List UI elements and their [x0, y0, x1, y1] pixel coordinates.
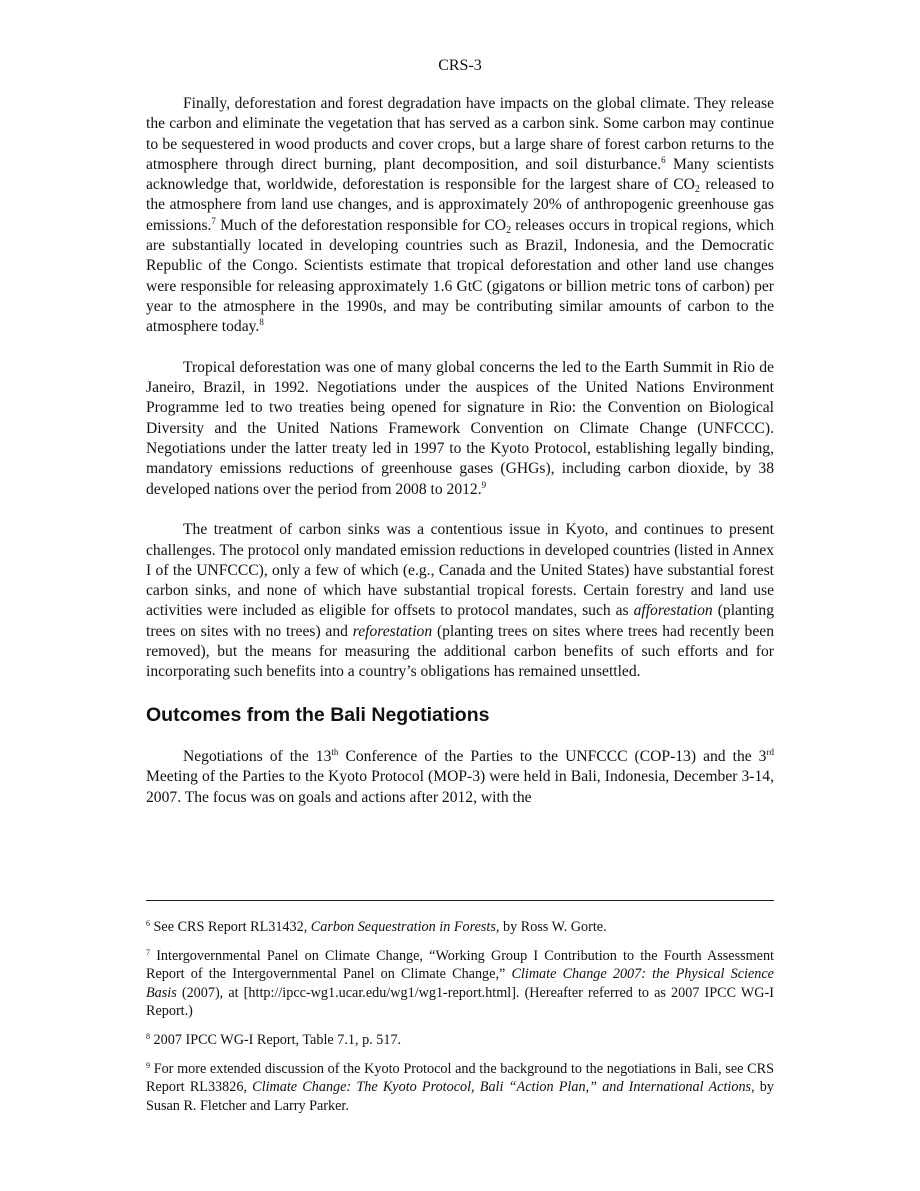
paragraph-deforestation-climate: Finally, deforestation and forest degradation have impacts on the global climate. They release the carbon and eliminate the vegetation that has served as a carbon sink. Some carbon may continue to be sequestered in wood products and cover crops, but a large share of forest carbon returns to the atmosphere through direct burning, plant decomposition, and soil disturbance.$^6$ Many scientists acknowledge that, worldwide, deforestation is responsible for the largest share of $CO_2$ released to the atmosphere from land use changes, and is approximately 20% of anthropogenic greenhouse gas emissions.$^7$ Much of the deforestation responsible for $CO_2$ releases occurs in tropical regions, which are substantially located in developing countries such as Brazil, Indonesia, and the Democratic Republic of the Congo. Scientists estimate that tropical deforestation and other land use changes were responsible for releasing approximately 1.6 GtC (gigatons or billion metric tons of carbon) per year to the atmosphere in the 1990s, and may be contributing similar amounts of carbon to the atmosphere today.$^8$ — [146, 95, 775, 336]
ordinal-suffix: rd — [766, 746, 774, 757]
paragraph-earth-summit: Tropical deforestation was one of many global concerns the led to the Earth Summit in Rio de Janeiro, Brazil, in 1992. Negotiations under the auspices of the United Nations Environment Programme led to two treaties being opened for signature in Rio: the Convention on Biological Diversity and the United Nations Framework Convention on Climate Change (UNFCCC). Negotiations under the latter treaty led in 1997 to the Kyoto Protocol, establishing legally binding, mandatory emissions reductions of greenhouse gases (GHGs), including carbon dioxide, by 38 developed nations over the period from 2008 to 2012.$^9$ — [146, 358, 774, 498]
paragraph-bali-negotiations: Negotiations of the 13th Conference of the Parties to the UNFCCC (COP-13) and the 3rd Meeting of the Parties to the Kyoto Protocol (MOP-3) were held in Bali, Indonesia, December 3-14, 2007. The focus was on goals and actions after 2012, with the — [146, 746, 774, 806]
footnote-7: $^7$ Intergovernmental Panel on Climate Change, “Working Group I Contribution to the Fourth Assessment Report of the Intergovernmental Panel on Climate Change,” Climate Change 2007: the Physical Science Basis (2007), at [http://ipcc-wg1.ucar.edu/wg1/wg1-report.html]. (Hereafter referred to as 2007 IPCC WG-I Report.) — [146, 947, 774, 1020]
footnote-ref-9[interactable]: 9 — [481, 479, 487, 490]
page-number: CRS-3 — [438, 57, 482, 74]
term-reforestation: reforestation — [352, 622, 433, 640]
footnote-8: $^8$ 2007 IPCC WG-I Report, Table 7.1, p. 517. — [146, 1031, 402, 1048]
ordinal-suffix: th — [331, 746, 339, 757]
section-heading: Outcomes from the Bali Negotiations — [146, 703, 490, 726]
footnote-divider — [146, 900, 774, 901]
footnote-9: $^9$ For more extended discussion of the Kyoto Protocol and the background to the negotiations in Bali, see CRS Report RL33826, Climate Change: The Kyoto Protocol, Bali “Action Plan,” and International Actions, by Susan R. Fletcher and Larry Parker. — [146, 1060, 774, 1114]
term-afforestation: afforestation — [633, 602, 713, 620]
footnote-ref-8[interactable]: 8 — [259, 317, 264, 328]
footnote-ref-6[interactable]: 6 — [661, 154, 666, 165]
body-text — [146, 94, 774, 828]
subscript-2: 2 — [506, 224, 512, 236]
footnote-6: $^6$ See CRS Report RL31432, Carbon Sequestration in Forests, by Ross W. Gorte. — [146, 919, 607, 935]
subscript-2: 2 — [694, 184, 700, 196]
paragraph-carbon-sinks: The treatment of carbon sinks was a contentious issue in Kyoto, and continues to present challenges. The protocol only mandated emission reductions in developed countries (listed in Annex I of the UNFCCC), only a few of which (e.g., Canada and the United States) have substantial forest carbon sinks, and none of which have substantial tropical forests. Certain forestry and land use activities were included as eligible for offsets to protocol mandates, such as afforestation (planting trees on sites with no trees) and reforestation (planting trees on sites where trees had recently been removed), but the means for measuring the additional carbon benefits of such efforts and for incorporating such benefits into a country’s obligations has remained unsettled. — [146, 521, 775, 681]
footnote-ref-7[interactable]: 7 — [211, 215, 216, 226]
footnotes — [146, 918, 774, 1125]
